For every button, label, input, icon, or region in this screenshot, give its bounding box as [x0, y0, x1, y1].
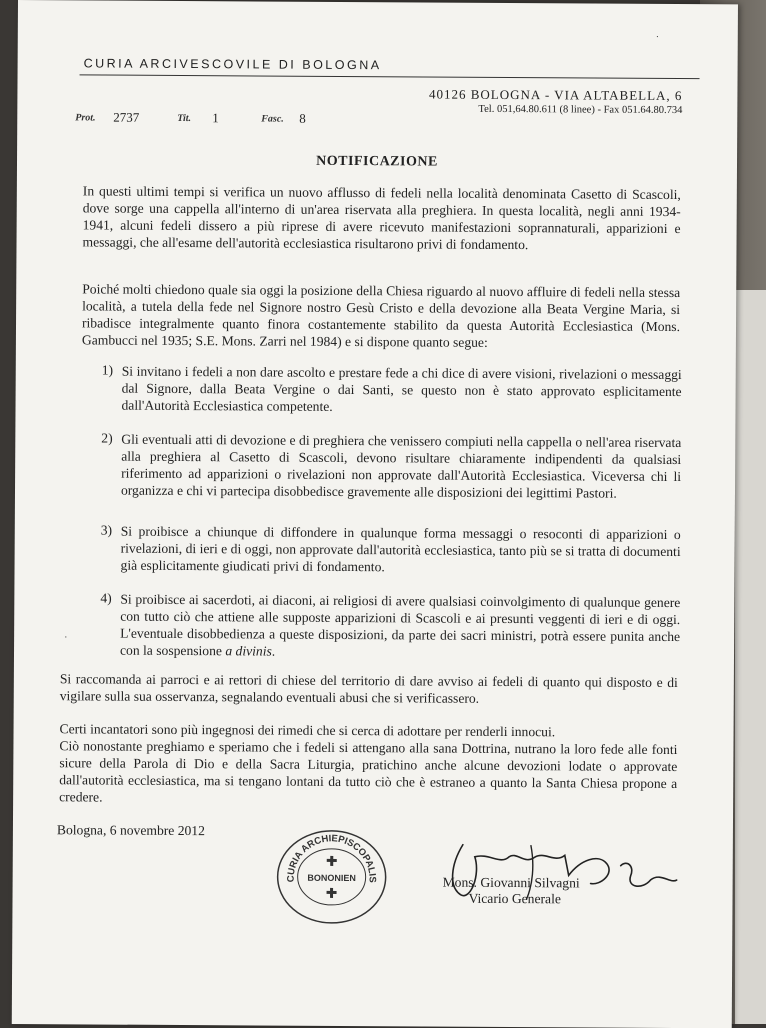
tit-value: 1: [212, 110, 219, 126]
item-4-end: .: [271, 643, 276, 659]
item-4-text: [120, 591, 680, 662]
item-3-number: 3): [100, 522, 113, 538]
item-4-number: 4): [100, 590, 112, 606]
item-3-text: Si proibisce a chiunque di diffondere in qualunque forma messaggi o resoconti di apparizioni o rivelazioni, di ieri e di oggi, non approvate dall'autorità ecclesiastica, tanto più se si tratta di documenti già esplicitamente giudicati privi di fondamento.: [120, 523, 681, 575]
signatory-block: [442, 875, 579, 908]
letterhead-address: [422, 86, 682, 118]
page-title: NOTIFICAZIONE: [316, 153, 438, 170]
item-1-number: 1): [101, 362, 114, 378]
seal-ring-text: CURIA ARCHIEPISCOPALIS: [285, 833, 378, 883]
contacts-line: Tel. 051,64.80.611 (8 linee) - Fax 051.64.80.734: [478, 103, 683, 117]
item-4-body: Si proibisce ai sacerdoti, ai diaconi, ai religiosi di avere qualsiasi coinvolgimento di qualunque genere con tutto ciò che attiene alle supposte apparizioni di Scascoli e ai presunti veggenti di ieri e di oggi. L'eventuale disobbedienza a queste disposizioni, da parte dei sacri ministri, potrà essere punita anche con la sospensione: [119, 591, 681, 659]
intro-paragraph-1: In questi ultimi tempi si verifica un nuovo afflusso di fedeli nella località denominata Casetto di Scascoli, dove sorge una cappella all'interno di un'area riservata alla preghiera. In questa località, negli anni 1934-1941, alcuni fedeli dissero a più riprese di avere ricevuto manifestazioni soprannaturali, apparizioni e messaggi, che all'esame dell'autorità ecclesiastica risultarono privi di fondamento.: [82, 183, 681, 253]
tit-label: Tit.: [177, 112, 192, 125]
closing-paragraph-3: Ciò nonostante preghiamo e speriamo che i fedeli si attengano alla sana Dottrina, nutrano la loro fede alle fonti sicure della Parola di Dio e della Sacra Liturgia, pratichino anche alcune devozioni lodate o approvate dall'autorità ecclesiastica, ma si tengano lontani da tutto ciò che è estraneo a quanto la Santa Chiesa propone a credere.: [59, 738, 678, 805]
document-date: Bologna, 6 novembre 2012: [56, 822, 205, 839]
signatory-name: Mons. Giovanni Silvagni: [442, 874, 580, 891]
speck-mark: ·: [655, 31, 660, 43]
fasc-label: Fasc.: [261, 113, 284, 125]
letterhead-rule: [80, 74, 700, 79]
background-paper-edge: [735, 290, 766, 1024]
item-2-text: Gli eventuali atti di devozione e di preghiera che venissero compiuti nella cappella o nell'area riservata alla preghiera al Casetto di Scascoli, devono risultare chiaramente indipendenti da qualsiasi riferimento ad apparizioni o rivelazioni non approvate dall'Autorità Ecclesiastica. Viceversa chi li organizza e chi vi partecipa disobbedisce gravemente alle disposizioni dei legittimi Pastori.: [120, 431, 682, 501]
prot-value: 2737: [113, 109, 140, 125]
official-seal: [274, 828, 389, 927]
document-page: [12, 0, 738, 1028]
seal-center-text: BONONIEN: [307, 872, 356, 884]
letterhead-title: CURIA ARCIVESCOVILE DI BOLOGNA: [83, 56, 382, 73]
item-1-text: Si invitano i fedeli a non dare ascolto e prestare fede a chi dice di avere visioni, rivelazioni o messaggi dal Signore, dalla Beata Vergine o dai Santi, se questo non è stato approvato esplicitamente dall'Autorità Ecclesiastica competente.: [121, 363, 682, 414]
prot-label: Prot.: [75, 112, 96, 124]
closing-paragraph-1: Si raccomanda ai parroci e ai rettori di chiese del territorio di dare avviso ai fedeli di quanto qui disposto e di vigilare sulla sua osservanza, segnalando eventuali abusi che si verificassero.: [59, 671, 678, 706]
cross-icon: [327, 888, 337, 898]
address-line: 40126 BOLOGNA - VIA ALTABELLA, 6: [428, 86, 683, 104]
speck-mark: ·: [64, 632, 68, 644]
closing-paragraph-2: Certi incantatori sono più ingegnosi dei rimedi che si cerca di adottare per renderli innocui.: [59, 721, 556, 740]
item-2-number: 2): [101, 430, 113, 446]
intro-paragraph-2: Poiché molti chiedono quale sia oggi la posizione della Chiesa riguardo al nuovo affluire di fedeli nella stessa località, a tutela della fede nel Signore nostro Gesù Cristo e della devozione alla Beata Vergine Maria, si ribadisce integralmente quanto finora costantemente stabilito da questa Autorità Ecclesiastica (Mons. Gambucci nel 1935; S.E. Mons. Zarri nel 1984) e si dispone quanto segue:: [81, 281, 681, 350]
cross-icon: [327, 856, 337, 866]
fasc-value: 8: [299, 110, 306, 126]
item-4-emphasis: a divinis: [225, 643, 272, 659]
signatory-role: Vicario Generale: [468, 890, 561, 907]
